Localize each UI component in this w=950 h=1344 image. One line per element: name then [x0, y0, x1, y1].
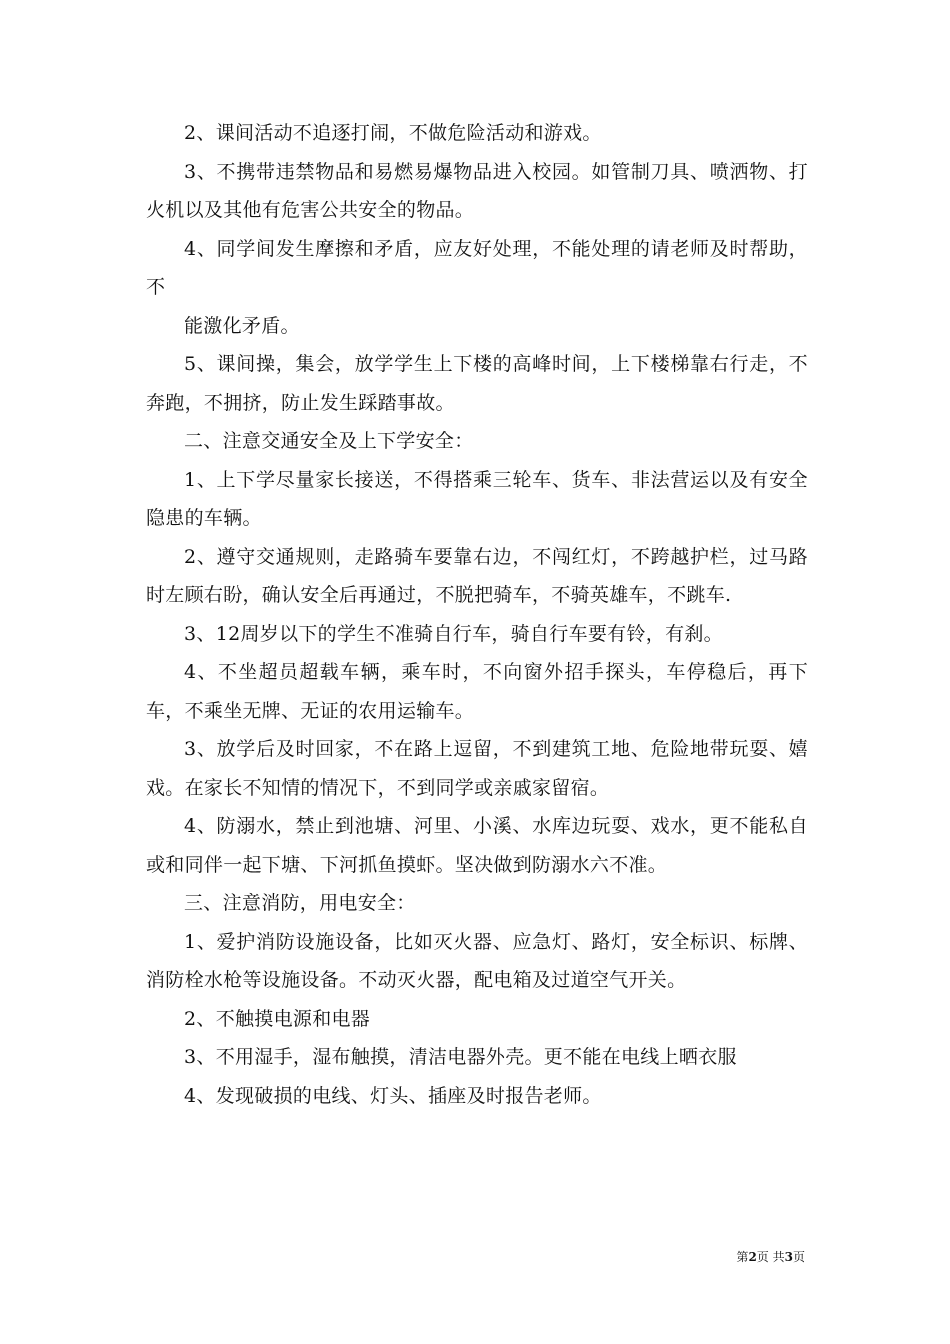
paragraph-17: 4、发现破损的电线、灯头、插座及时报告老师。 — [184, 1084, 602, 1107]
footer-current-page: 2 — [748, 1250, 757, 1264]
paragraph-9: 3、12周岁以下的学生不准骑自行车，骑自行车要有铃，有刹。 — [184, 622, 723, 645]
document-body — [146, 114, 808, 1115]
paragraph-7: 1、上下学尽量家长接送，不得搭乘三轮车、货车、非法营运以及有安全隐患的车辆。 — [146, 468, 808, 529]
paragraph-11: 3、放学后及时回家，不在路上逗留，不到建筑工地、危险地带玩耍、嬉戏。在家长不知情的情况下，不到同学或亲戚家留宿。 — [146, 738, 808, 799]
footer-total-pages: 3 — [784, 1250, 793, 1264]
footer-middle: 页 共 — [756, 1250, 785, 1264]
section-heading-traffic: 二、注意交通安全及上下学安全： — [184, 430, 474, 452]
paragraph-5: 5、课间操，集会，放学学生上下楼的高峰时间，上下楼梯靠右行走，不奔跑，不拥挤，防止发生踩踏事故。 — [146, 353, 808, 414]
footer-suffix: 页 — [792, 1250, 805, 1264]
section-heading-fire-electric: 三、注意消防，用电安全： — [184, 892, 416, 914]
paragraph-15: 2、不触摸电源和电器 — [184, 1007, 371, 1030]
paragraph-8: 2、遵守交通规则，走路骑车要靠右边，不闯红灯，不跨越护栏，过马路时左顾右盼，确认安全后再通过，不脱把骑车，不骑英雄车，不跳车. — [146, 545, 808, 606]
paragraph-3: 4、同学间发生摩擦和矛盾，应友好处理，不能处理的请老师及时帮助，不 — [146, 237, 808, 298]
paragraph-10: 4、不坐超员超载车辆，乘车时，不向窗外招手探头，车停稳后，再下车，不乘坐无牌、无证的农用运输车。 — [146, 661, 808, 722]
paragraph-4: 能激化矛盾。 — [184, 314, 300, 337]
paragraph-12: 4、防溺水，禁止到池塘、河里、小溪、水库边玩耍、戏水，更不能私自或和同伴一起下塘、下河抓鱼摸虾。坚决做到防溺水六不准。 — [146, 815, 808, 876]
page-footer — [736, 1248, 805, 1265]
paragraph-16: 3、不用湿手，湿布触摸，清洁电器外壳。更不能在电线上晒衣服 — [184, 1046, 737, 1068]
paragraph-2: 3、不携带违禁物品和易燃易爆物品进入校园。如管制刀具、喷洒物、打火机以及其他有危害公共安全的物品。 — [146, 160, 808, 221]
paragraph-1: 2、课间活动不追逐打闹，不做危险活动和游戏。 — [184, 122, 602, 144]
paragraph-14: 1、爱护消防设施设备，比如灭火器、应急灯、路灯，安全标识、标牌、消防栓水枪等设施设备。不动灭火器，配电箱及过道空气开关。 — [146, 930, 808, 991]
footer-prefix: 第 — [736, 1250, 749, 1264]
